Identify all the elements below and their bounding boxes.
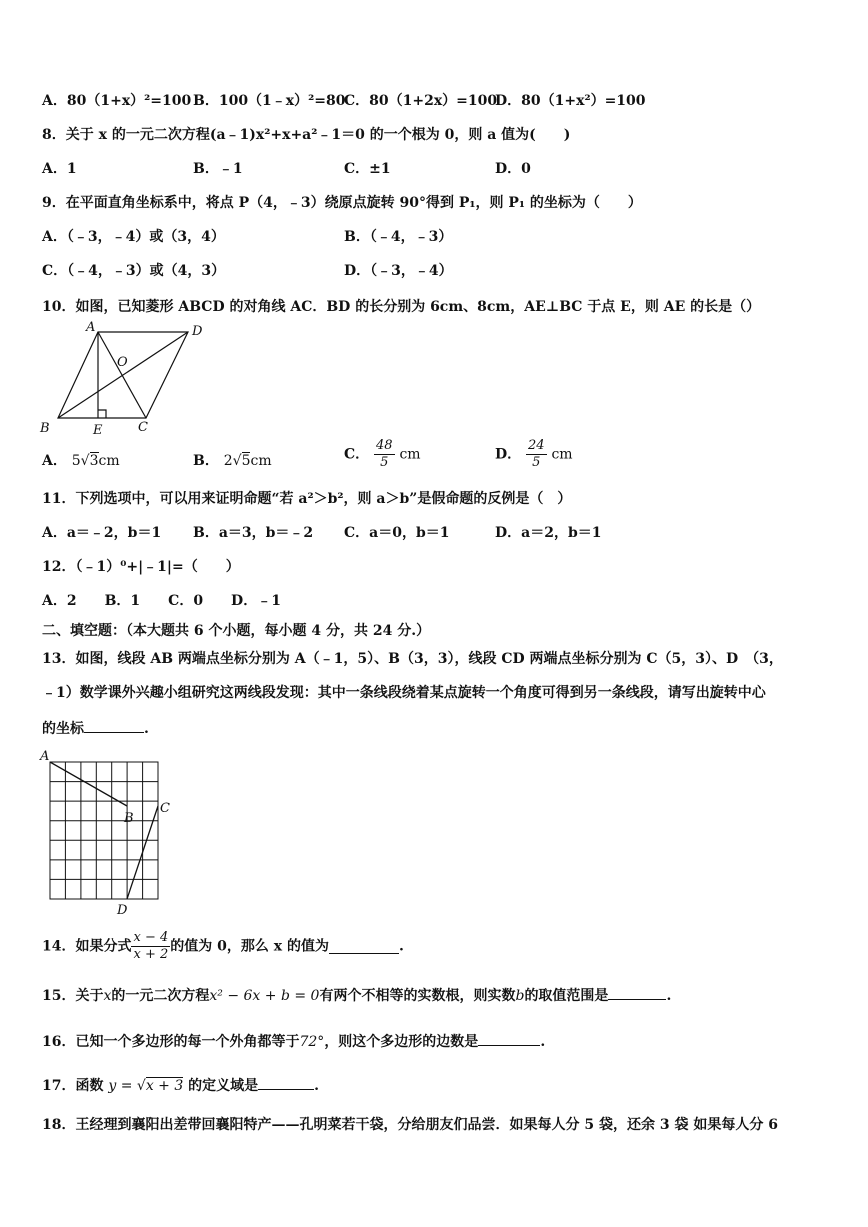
q10-option-d: D． $\frac{24}{5}$ cm	[495, 438, 573, 470]
label-b: B	[40, 421, 50, 436]
q18-line: 18．王经理到襄阳出差带回襄阳特产——孔明菜若干袋，分给朋友们品尝．如果每人分 5 袋，还余 3 袋 如果每人分 6	[42, 1117, 778, 1133]
q8-stem: 8．关于 x 的一元二次方程(a﹣1)x²+x+a²﹣1＝0 的一个根为 0，则 a 值为( )	[42, 127, 571, 143]
q7-option-a: A．80（1+x）²=100	[42, 93, 192, 109]
q11-option-b: B．a＝3，b＝﹣2	[193, 525, 314, 541]
segment-ab	[50, 762, 127, 806]
fraction-d: $\frac{24}{5}$	[528, 438, 545, 470]
q17-line: 17．函数 y = √x + 3 的定义域是 .	[42, 1075, 319, 1095]
q7-option-b: B．100（1﹣x）²=80	[193, 93, 346, 109]
q9-option-c: C．（﹣4，﹣3）或（4，3）	[42, 263, 226, 279]
fraction-c: $\frac{48}{5}$	[376, 438, 393, 470]
label-o: O	[117, 355, 128, 370]
right-angle-mark	[98, 410, 106, 418]
q7-option-c: C．80（1+2x）=100	[344, 93, 498, 109]
q8-option-c: C．±1	[344, 161, 391, 177]
q13-line2: ﹣1）数学课外兴趣小组研究这两线段发现：其中一条线段绕着某点旋转一个角度可得到另一条线段，请写出旋转中心	[42, 685, 766, 701]
answer-blank-15	[608, 985, 666, 1000]
answer-blank-16	[478, 1031, 540, 1046]
q11-option-a: A．a＝﹣2，b＝1	[42, 525, 162, 541]
q7-option-d: D．80（1+x²）=100	[495, 93, 646, 109]
rhombus-figure	[38, 318, 218, 438]
q10-option-b: B． 2√5cm	[193, 453, 272, 469]
q9-option-d: D．（﹣3，﹣4）	[344, 263, 453, 279]
sqrt-expression-a: 5√3cm	[71, 453, 120, 469]
q10-option-a: A． 5√3cm	[42, 453, 120, 469]
q11-stem: 11．下列选项中，可以用来证明命题“若 a²＞b²，则 a＞b”是假命题的反例是（ ）	[42, 491, 572, 507]
q9-option-a: A．（﹣3，﹣4）或（3，4）	[42, 229, 225, 245]
q9-stem: 9．在平面直角坐标系中，将点 P（4，﹣3）绕原点旋转 90°得到 P₁，则 P₁ 的坐标为（ ）	[42, 195, 642, 211]
q11-option-d: D．a＝2，b＝1	[495, 525, 602, 541]
q8-option-a: A．1	[42, 161, 77, 177]
q10-stem: 10．如图，已知菱形 ABCD 的对角线 AC．BD 的长分别为 6cm、8cm，AE⊥BC 于点 E，则 AE 的长是（）	[42, 299, 761, 315]
label-a: A	[86, 320, 96, 335]
grid-label-c: C	[160, 801, 170, 816]
q13-line1: 13．如图，线段 AB 两端点坐标分别为 A（﹣1，5）、B（3，3），线段 CD 两端点坐标分别为 C（5，3）、D （3，	[42, 651, 783, 667]
grid-label-d: D	[117, 903, 128, 918]
answer-blank-17	[258, 1075, 314, 1090]
grid-label-b: B	[124, 811, 134, 826]
fraction-q14: $\frac{x - 4}{x + 2}$	[133, 930, 169, 962]
q14-line: 14．如果分式 $\frac{x - 4}{x + 2}$ 的值为 0，那么 x 的值为 .	[42, 930, 404, 962]
q10-option-c: C． $\frac{48}{5}$ cm	[344, 438, 421, 470]
q8-option-d: D．0	[495, 161, 531, 177]
section-heading: 二、填空题：（本大题共 6 个小题，每小题 4 分，共 24 分.）	[42, 623, 431, 639]
q13-line3: 的坐标 .	[42, 718, 149, 738]
q12-stem: 12．（﹣1）⁰+|﹣1|=（ ）	[42, 559, 240, 575]
answer-blank-13	[84, 718, 144, 733]
grid-figure	[38, 746, 188, 918]
sqrt-expression-b: 2√5cm	[223, 453, 272, 469]
label-e: E	[93, 423, 103, 438]
label-d: D	[192, 324, 203, 339]
grid-label-a: A	[40, 749, 50, 764]
q15-line: 15．关于x的一元二次方程x² − 6x + b = 0有两个不相等的实数根，则实数b的取值范围是 .	[42, 985, 671, 1005]
q9-option-b: B．（﹣4，﹣3）	[344, 229, 453, 245]
answer-blank-14	[329, 939, 399, 954]
q11-option-c: C．a＝0，b＝1	[344, 525, 450, 541]
q8-option-b: B．﹣1	[193, 161, 243, 177]
q12-options: A．2 B．1 C．0 D．﹣1	[42, 593, 281, 609]
label-c: C	[138, 420, 148, 435]
q16-line: 16．已知一个多边形的每一个外角都等于72°，则这个多边形的边数是 .	[42, 1031, 545, 1051]
